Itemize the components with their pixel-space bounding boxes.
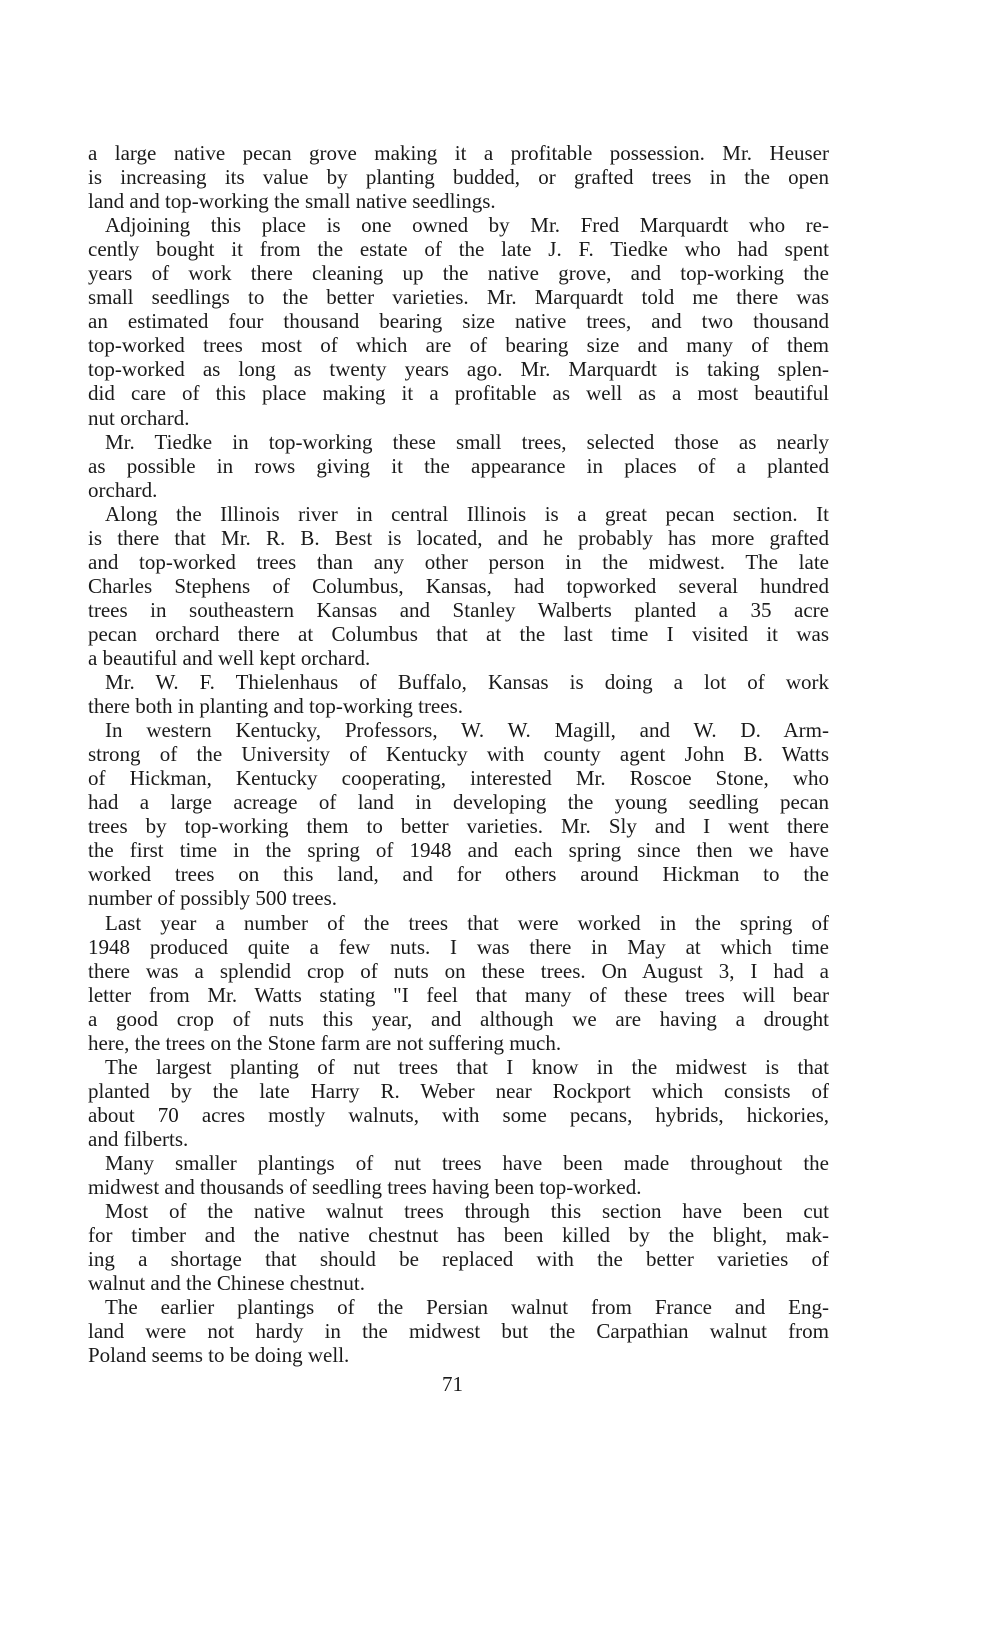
text-line: Along the Illinois river in central Illinois is a great pecan section. It [105,501,829,526]
text-line: planted by the late Harry R. Weber near Rockport which consists of [88,1078,829,1103]
paragraph [88,1295,829,1367]
paragraph [88,1199,829,1295]
text-line: worked trees on this land, and for others around Hickman to the [88,862,829,887]
text-line: The earlier plantings of the Persian walnut from France and Eng- [105,1295,829,1320]
text-line: strong of the University of Kentucky with county agent John B. Watts [88,742,829,767]
text-line: trees by top-working them to better varieties. Mr. Sly and I went there [88,814,829,839]
text-line: and top-worked trees than any other person in the midwest. The late [88,549,829,574]
text-line: top-worked trees most of which are of bearing size and many of them [88,333,829,358]
paragraph [88,213,829,429]
text-line: a good crop of nuts this year, and although we are having a drought [88,1006,829,1031]
paragraph [88,1055,829,1151]
text-line: land were not hardy in the midwest but the Carpathian walnut from [88,1319,829,1344]
text-line: nut orchard. [88,405,190,430]
text-line: about 70 acres mostly walnuts, with some pecans, hybrids, hickories, [88,1102,829,1127]
text-line: orchard. [88,477,158,502]
text-line: and filberts. [88,1126,189,1151]
text-line: there was a splendid crop of nuts on these trees. On August 3, I had a [88,958,829,983]
text-line: Last year a number of the trees that were worked in the spring of [105,910,829,935]
text-line: a beautiful and well kept orchard. [88,645,371,670]
text-line: letter from Mr. Watts stating "I feel that many of these trees will bear [88,982,829,1007]
paragraph [88,430,829,502]
text-line: Many smaller plantings of nut trees have been made throughout the [105,1150,829,1175]
text-line: Mr. Tiedke in top-working these small trees, selected those as nearly [105,429,829,454]
text-line: ing a shortage that should be replaced with the better varieties of [88,1247,829,1272]
text-line: The largest planting of nut trees that I know in the midwest is that [105,1054,829,1079]
text-line: years of work there cleaning up the native grove, and top-working the [88,261,829,286]
text-line: number of possibly 500 trees. [88,886,338,911]
text-line: Charles Stephens of Columbus, Kansas, had topworked several hundred [88,573,829,598]
text-line: is increasing its value by planting budded, or grafted trees in the open [88,165,829,190]
page-number: 71 [442,1372,463,1396]
text-line: had a large acreage of land in developing the young seedling pecan [88,790,829,815]
text-line: of Hickman, Kentucky cooperating, interested Mr. Roscoe Stone, who [88,766,829,791]
text-line: did care of this place making it a profitable as well as a most beautiful [88,381,829,406]
text-line: an estimated four thousand bearing size native trees, and two thousand [88,309,829,334]
text-line: pecan orchard there at Columbus that at the last time I visited it was [88,621,829,646]
text-line: trees in southeastern Kansas and Stanley Walberts planted a 35 acre [88,597,829,622]
paragraph [88,670,829,718]
text-line: Adjoining this place is one owned by Mr. Fred Marquardt who re- [105,213,829,238]
text-line: for timber and the native chestnut has been killed by the blight, mak- [88,1223,829,1248]
text-line: midwest and thousands of seedling trees having been top-worked. [88,1175,642,1200]
text-line: In western Kentucky, Professors, W. W. Magill, and W. D. Arm- [105,718,829,743]
text-line: there both in planting and top-working trees. [88,694,463,719]
text-line: as possible in rows giving it the appearance in places of a planted [88,453,829,478]
paragraph [88,1151,829,1199]
paragraph [88,141,829,213]
text-line: cently bought it from the estate of the late J. F. Tiedke who had spent [88,237,829,262]
text-line: here, the trees on the Stone farm are not suffering much. [88,1030,562,1055]
text-line: is there that Mr. R. B. Best is located, and he probably has more grafted [88,525,829,550]
text-line: walnut and the Chinese chestnut. [88,1271,366,1296]
text-line: Most of the native walnut trees through this section have been cut [105,1199,829,1224]
paragraph [88,502,829,670]
text-line: Mr. W. F. Thielenhaus of Buffalo, Kansas is doing a lot of work [105,670,829,695]
paragraph [88,718,829,910]
text-line: small seedlings to the better varieties. Mr. Marquardt told me there was [88,285,829,310]
text-line: Poland seems to be doing well. [88,1343,350,1368]
text-line: land and top-working the small native seedlings. [88,189,496,214]
body-text [88,141,829,1367]
paragraph [88,911,829,1055]
text-line: a large native pecan grove making it a profitable possession. Mr. Heuser [88,141,829,165]
text-line: the first time in the spring of 1948 and each spring since then we have [88,838,829,863]
text-line: top-worked as long as twenty years ago. Mr. Marquardt is taking splen- [88,357,829,382]
text-line: 1948 produced quite a few nuts. I was there in May at which time [88,934,829,959]
